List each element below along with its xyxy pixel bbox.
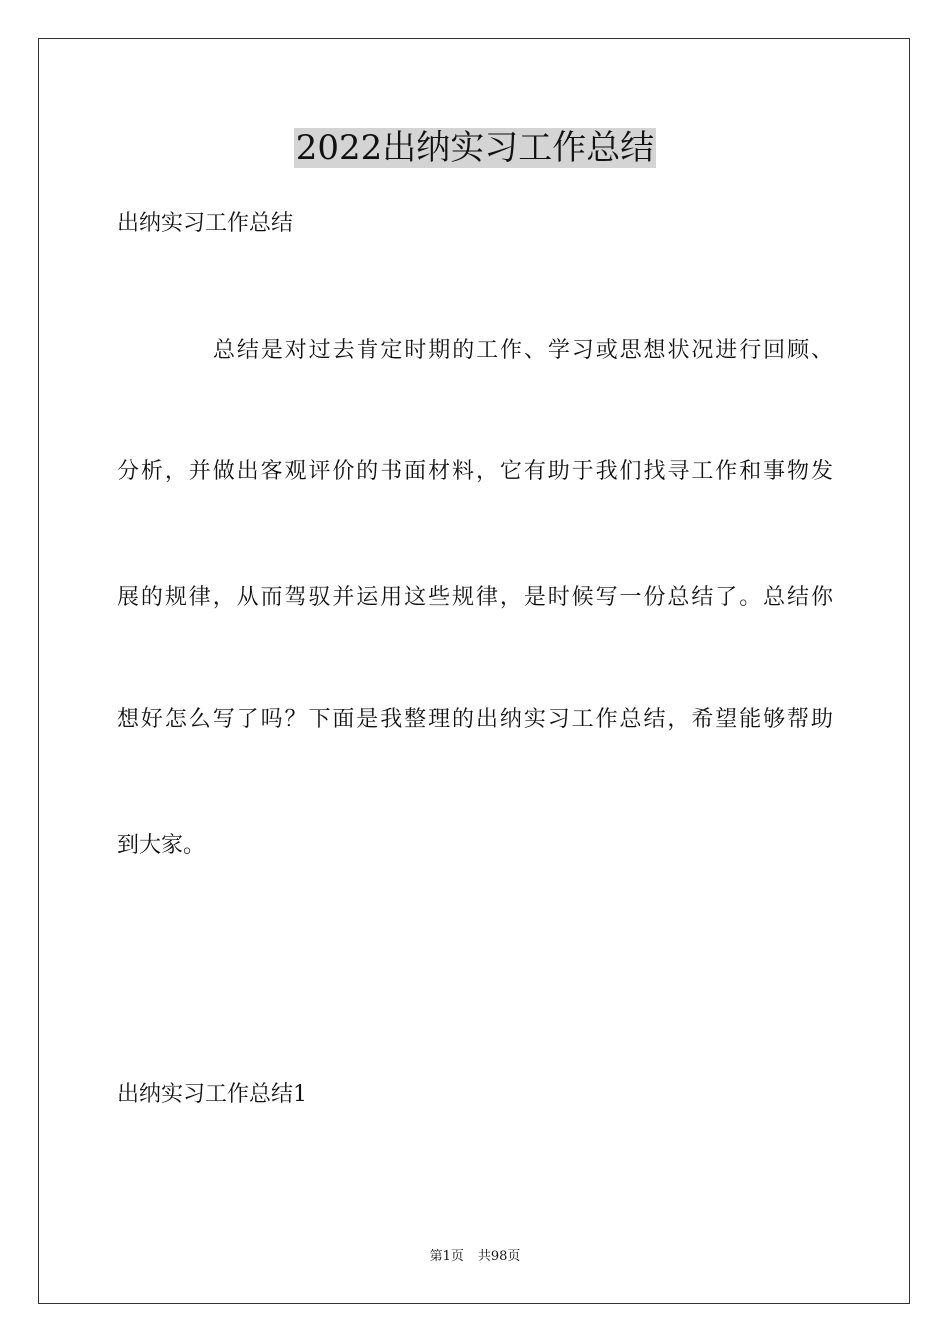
document-title-text: 2022出纳实习工作总结 [295, 128, 655, 168]
section-heading: 出纳实习工作总结1 [117, 1082, 307, 1107]
intro-line-2: 分析，并做出客观评价的书面材料，它有助于我们找寻工作和事物发 [117, 459, 833, 484]
intro-line-3: 展的规律，从而驾驭并运用这些规律，是时候写一份总结了。总结你 [117, 585, 833, 610]
intro-line-1: 总结是对过去肯定时期的工作、学习或思想状况进行回顾、 [213, 338, 833, 363]
document-title [0, 126, 950, 170]
intro-line-5: 到大家。 [117, 833, 206, 858]
subtitle: 出纳实习工作总结 [117, 211, 294, 236]
intro-line-4: 想好怎么写了吗？下面是我整理的出纳实习工作总结，希望能够帮助 [117, 707, 833, 732]
page-number: 第1页 [429, 1249, 464, 1264]
page-total: 共98页 [477, 1249, 521, 1264]
page-footer [0, 1248, 950, 1266]
